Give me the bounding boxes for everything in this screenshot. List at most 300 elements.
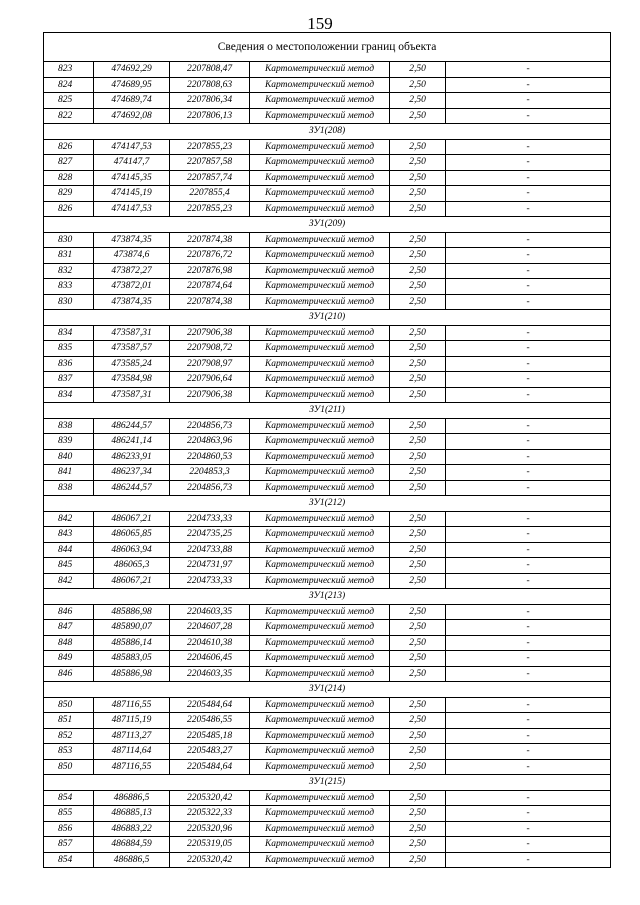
cell-coord-y: 2205320,42 (170, 790, 250, 806)
cell-coord-x: 485886,98 (94, 604, 170, 620)
table-row (44, 542, 611, 558)
cell-point-number: 834 (44, 325, 94, 341)
cell-description: - (446, 651, 611, 667)
cell-point-number: 854 (44, 852, 94, 868)
cell-coord-y: 2207808,63 (170, 77, 250, 93)
cell-description: - (446, 511, 611, 527)
cell-description: - (446, 139, 611, 155)
table-row (44, 620, 611, 636)
cell-accuracy: 2,50 (390, 263, 446, 279)
cell-coord-y: 2204853,3 (170, 465, 250, 481)
cell-coord-x: 473587,31 (94, 325, 170, 341)
cell-accuracy: 2,50 (390, 170, 446, 186)
cell-description: - (446, 279, 611, 295)
cell-method: Картометрический метод (250, 511, 390, 527)
cell-description: - (446, 325, 611, 341)
table-row (44, 635, 611, 651)
cell-coord-y: 2205320,42 (170, 852, 250, 868)
cell-coord-x: 486886,5 (94, 852, 170, 868)
cell-point-number: 828 (44, 170, 94, 186)
cell-method: Картометрический метод (250, 62, 390, 78)
table-row (44, 108, 611, 124)
table-row (44, 449, 611, 465)
cell-point-number: 832 (44, 263, 94, 279)
cell-coord-y: 2207855,4 (170, 186, 250, 202)
cell-method: Картометрический метод (250, 558, 390, 574)
table-row (44, 465, 611, 481)
page-number: 159 (307, 14, 333, 33)
cell-method: Картометрический метод (250, 108, 390, 124)
cell-coord-y: 2205486,55 (170, 713, 250, 729)
table-row (44, 232, 611, 248)
cell-accuracy: 2,50 (390, 620, 446, 636)
cell-coord-x: 486063,94 (94, 542, 170, 558)
cell-point-number: 826 (44, 139, 94, 155)
table-row (44, 837, 611, 853)
cell-description: - (446, 558, 611, 574)
cell-description: - (446, 806, 611, 822)
cell-coord-x: 486067,21 (94, 573, 170, 589)
table-row (44, 341, 611, 357)
cell-coord-y: 2207874,64 (170, 279, 250, 295)
cell-method: Картометрический метод (250, 325, 390, 341)
cell-accuracy: 2,50 (390, 837, 446, 853)
cell-method: Картометрический метод (250, 170, 390, 186)
cell-coord-y: 2204856,73 (170, 480, 250, 496)
cell-coord-y: 2207876,98 (170, 263, 250, 279)
cell-coord-y: 2204733,33 (170, 511, 250, 527)
cell-coord-y: 2204860,53 (170, 449, 250, 465)
cell-method: Картометрический метод (250, 155, 390, 171)
boundary-table-body (44, 33, 611, 868)
cell-accuracy: 2,50 (390, 604, 446, 620)
cell-description: - (446, 573, 611, 589)
cell-description: - (446, 527, 611, 543)
cell-method: Картометрический метод (250, 697, 390, 713)
cell-accuracy: 2,50 (390, 294, 446, 310)
cell-method: Картометрический метод (250, 186, 390, 202)
cell-accuracy: 2,50 (390, 232, 446, 248)
cell-coord-y: 2207908,97 (170, 356, 250, 372)
cell-description: - (446, 852, 611, 868)
cell-coord-x: 474689,74 (94, 93, 170, 109)
cell-method: Картометрический метод (250, 248, 390, 264)
cell-point-number: 850 (44, 697, 94, 713)
cell-method: Картометрический метод (250, 604, 390, 620)
cell-coord-y: 2205322,33 (170, 806, 250, 822)
cell-description: - (446, 186, 611, 202)
zone-header-row (44, 682, 611, 698)
table-row (44, 511, 611, 527)
cell-coord-x: 473587,31 (94, 387, 170, 403)
cell-method: Картометрический метод (250, 93, 390, 109)
cell-coord-y: 2204731,97 (170, 558, 250, 574)
cell-point-number: 848 (44, 635, 94, 651)
table-row (44, 77, 611, 93)
cell-description: - (446, 155, 611, 171)
cell-description: - (446, 697, 611, 713)
cell-coord-x: 473584,98 (94, 372, 170, 388)
cell-accuracy: 2,50 (390, 279, 446, 295)
cell-point-number: 836 (44, 356, 94, 372)
cell-description: - (446, 62, 611, 78)
cell-description: - (446, 372, 611, 388)
cell-method: Картометрический метод (250, 356, 390, 372)
cell-description: - (446, 294, 611, 310)
table-row (44, 186, 611, 202)
cell-accuracy: 2,50 (390, 527, 446, 543)
cell-point-number: 852 (44, 728, 94, 744)
cell-description: - (446, 821, 611, 837)
cell-point-number: 855 (44, 806, 94, 822)
cell-accuracy: 2,50 (390, 651, 446, 667)
cell-method: Картометрический метод (250, 465, 390, 481)
cell-point-number: 843 (44, 527, 94, 543)
cell-method: Картометрический метод (250, 744, 390, 760)
cell-point-number: 856 (44, 821, 94, 837)
cell-coord-x: 474692,29 (94, 62, 170, 78)
cell-coord-x: 486067,21 (94, 511, 170, 527)
cell-point-number: 825 (44, 93, 94, 109)
cell-method: Картометрический метод (250, 279, 390, 295)
zone-label: ЗУ1(215) (44, 775, 611, 791)
cell-method: Картометрический метод (250, 542, 390, 558)
cell-accuracy: 2,50 (390, 62, 446, 78)
cell-description: - (446, 232, 611, 248)
cell-method: Картометрический метод (250, 449, 390, 465)
cell-point-number: 830 (44, 232, 94, 248)
cell-point-number: 827 (44, 155, 94, 171)
cell-description: - (446, 604, 611, 620)
cell-coord-x: 474145,19 (94, 186, 170, 202)
cell-accuracy: 2,50 (390, 697, 446, 713)
table-row (44, 604, 611, 620)
table-row (44, 713, 611, 729)
table-row (44, 480, 611, 496)
table-row (44, 790, 611, 806)
cell-coord-x: 473874,6 (94, 248, 170, 264)
cell-point-number: 844 (44, 542, 94, 558)
cell-accuracy: 2,50 (390, 372, 446, 388)
table-row (44, 558, 611, 574)
zone-label: ЗУ1(212) (44, 496, 611, 512)
cell-coord-x: 486883,22 (94, 821, 170, 837)
cell-coord-x: 473587,57 (94, 341, 170, 357)
cell-point-number: 838 (44, 480, 94, 496)
cell-coord-y: 2207906,38 (170, 387, 250, 403)
cell-coord-y: 2204735,25 (170, 527, 250, 543)
zone-header-row (44, 589, 611, 605)
zone-label: ЗУ1(213) (44, 589, 611, 605)
cell-point-number: 841 (44, 465, 94, 481)
cell-method: Картометрический метод (250, 806, 390, 822)
cell-accuracy: 2,50 (390, 852, 446, 868)
cell-accuracy: 2,50 (390, 713, 446, 729)
table-title-row (44, 33, 611, 62)
cell-coord-y: 2207906,64 (170, 372, 250, 388)
table-row (44, 728, 611, 744)
cell-accuracy: 2,50 (390, 728, 446, 744)
boundary-table (43, 32, 611, 868)
cell-coord-x: 473874,35 (94, 294, 170, 310)
cell-accuracy: 2,50 (390, 790, 446, 806)
cell-coord-x: 485886,98 (94, 666, 170, 682)
cell-method: Картометрический метод (250, 728, 390, 744)
cell-point-number: 847 (44, 620, 94, 636)
cell-accuracy: 2,50 (390, 139, 446, 155)
zone-label: ЗУ1(208) (44, 124, 611, 140)
cell-point-number: 826 (44, 201, 94, 217)
cell-accuracy: 2,50 (390, 821, 446, 837)
cell-accuracy: 2,50 (390, 356, 446, 372)
cell-coord-y: 2205485,18 (170, 728, 250, 744)
cell-method: Картометрический метод (250, 635, 390, 651)
cell-coord-y: 2207906,38 (170, 325, 250, 341)
cell-point-number: 824 (44, 77, 94, 93)
cell-accuracy: 2,50 (390, 186, 446, 202)
table-row (44, 806, 611, 822)
cell-point-number: 846 (44, 604, 94, 620)
cell-accuracy: 2,50 (390, 108, 446, 124)
cell-method: Картометрический метод (250, 418, 390, 434)
cell-description: - (446, 201, 611, 217)
table-row (44, 744, 611, 760)
cell-coord-x: 485883,05 (94, 651, 170, 667)
cell-description: - (446, 480, 611, 496)
cell-method: Картометрический метод (250, 480, 390, 496)
table-row (44, 759, 611, 775)
cell-coord-y: 2207808,47 (170, 62, 250, 78)
cell-description: - (446, 248, 611, 264)
cell-coord-y: 2204863,96 (170, 434, 250, 450)
cell-point-number: 842 (44, 511, 94, 527)
table-row (44, 527, 611, 543)
cell-coord-x: 474147,7 (94, 155, 170, 171)
cell-accuracy: 2,50 (390, 93, 446, 109)
table-row (44, 201, 611, 217)
table-row (44, 294, 611, 310)
cell-point-number: 849 (44, 651, 94, 667)
cell-accuracy: 2,50 (390, 387, 446, 403)
cell-method: Картометрический метод (250, 294, 390, 310)
cell-method: Картометрический метод (250, 372, 390, 388)
cell-coord-x: 485886,14 (94, 635, 170, 651)
cell-description: - (446, 635, 611, 651)
cell-method: Картометрический метод (250, 759, 390, 775)
cell-accuracy: 2,50 (390, 341, 446, 357)
cell-point-number: 831 (44, 248, 94, 264)
cell-coord-x: 486237,34 (94, 465, 170, 481)
cell-coord-x: 474145,35 (94, 170, 170, 186)
cell-coord-y: 2204856,73 (170, 418, 250, 434)
cell-point-number: 845 (44, 558, 94, 574)
cell-coord-y: 2207874,38 (170, 232, 250, 248)
table-row (44, 155, 611, 171)
cell-coord-y: 2204606,45 (170, 651, 250, 667)
cell-accuracy: 2,50 (390, 759, 446, 775)
cell-description: - (446, 356, 611, 372)
cell-description: - (446, 434, 611, 450)
cell-point-number: 833 (44, 279, 94, 295)
cell-coord-x: 474147,53 (94, 139, 170, 155)
cell-coord-x: 487115,19 (94, 713, 170, 729)
cell-point-number: 850 (44, 759, 94, 775)
cell-accuracy: 2,50 (390, 558, 446, 574)
cell-point-number: 829 (44, 186, 94, 202)
cell-coord-y: 2207806,13 (170, 108, 250, 124)
cell-method: Картометрический метод (250, 201, 390, 217)
zone-header-row (44, 124, 611, 140)
table-row (44, 248, 611, 264)
cell-coord-x: 486065,85 (94, 527, 170, 543)
cell-description: - (446, 108, 611, 124)
cell-coord-x: 486065,3 (94, 558, 170, 574)
cell-accuracy: 2,50 (390, 480, 446, 496)
cell-description: - (446, 759, 611, 775)
zone-label: ЗУ1(214) (44, 682, 611, 698)
cell-point-number: 840 (44, 449, 94, 465)
cell-description: - (446, 387, 611, 403)
cell-description: - (446, 93, 611, 109)
cell-coord-x: 486244,57 (94, 480, 170, 496)
cell-method: Картометрический метод (250, 434, 390, 450)
cell-coord-y: 2205320,96 (170, 821, 250, 837)
cell-point-number: 834 (44, 387, 94, 403)
cell-method: Картометрический метод (250, 527, 390, 543)
cell-coord-y: 2207857,74 (170, 170, 250, 186)
cell-coord-y: 2205319,05 (170, 837, 250, 853)
cell-method: Картометрический метод (250, 651, 390, 667)
cell-method: Картометрический метод (250, 77, 390, 93)
table-row (44, 279, 611, 295)
cell-point-number: 846 (44, 666, 94, 682)
cell-method: Картометрический метод (250, 620, 390, 636)
cell-description: - (446, 837, 611, 853)
table-row (44, 263, 611, 279)
cell-description: - (446, 170, 611, 186)
cell-description: - (446, 713, 611, 729)
cell-coord-y: 2207855,23 (170, 139, 250, 155)
cell-description: - (446, 263, 611, 279)
cell-point-number: 854 (44, 790, 94, 806)
cell-point-number: 857 (44, 837, 94, 853)
cell-point-number: 823 (44, 62, 94, 78)
table-row (44, 697, 611, 713)
cell-accuracy: 2,50 (390, 806, 446, 822)
cell-method: Картометрический метод (250, 852, 390, 868)
table-row (44, 93, 611, 109)
cell-coord-y: 2207908,72 (170, 341, 250, 357)
cell-coord-y: 2205484,64 (170, 697, 250, 713)
cell-description: - (446, 790, 611, 806)
cell-accuracy: 2,50 (390, 449, 446, 465)
cell-coord-y: 2204733,33 (170, 573, 250, 589)
cell-accuracy: 2,50 (390, 77, 446, 93)
cell-description: - (446, 542, 611, 558)
cell-coord-x: 486886,5 (94, 790, 170, 806)
cell-coord-y: 2204607,28 (170, 620, 250, 636)
cell-description: - (446, 620, 611, 636)
cell-coord-x: 486244,57 (94, 418, 170, 434)
cell-coord-x: 487116,55 (94, 697, 170, 713)
table-row (44, 356, 611, 372)
cell-method: Картометрический метод (250, 341, 390, 357)
cell-coord-y: 2207857,58 (170, 155, 250, 171)
cell-description: - (446, 728, 611, 744)
table-row (44, 573, 611, 589)
cell-accuracy: 2,50 (390, 155, 446, 171)
cell-coord-x: 486233,91 (94, 449, 170, 465)
cell-coord-y: 2204603,35 (170, 666, 250, 682)
zone-label: ЗУ1(211) (44, 403, 611, 419)
cell-method: Картометрический метод (250, 790, 390, 806)
cell-method: Картометрический метод (250, 139, 390, 155)
cell-accuracy: 2,50 (390, 418, 446, 434)
cell-coord-x: 485890,07 (94, 620, 170, 636)
cell-coord-y: 2207874,38 (170, 294, 250, 310)
cell-coord-y: 2205483,27 (170, 744, 250, 760)
cell-coord-x: 473585,24 (94, 356, 170, 372)
cell-coord-x: 486241,14 (94, 434, 170, 450)
cell-accuracy: 2,50 (390, 666, 446, 682)
cell-method: Картометрический метод (250, 387, 390, 403)
cell-coord-y: 2204610,38 (170, 635, 250, 651)
cell-coord-x: 486884,59 (94, 837, 170, 853)
table-row (44, 418, 611, 434)
cell-accuracy: 2,50 (390, 511, 446, 527)
cell-point-number: 851 (44, 713, 94, 729)
cell-coord-y: 2207855,23 (170, 201, 250, 217)
cell-coord-x: 474689,95 (94, 77, 170, 93)
cell-point-number: 835 (44, 341, 94, 357)
zone-header-row (44, 496, 611, 512)
cell-coord-y: 2207806,34 (170, 93, 250, 109)
cell-description: - (446, 341, 611, 357)
cell-accuracy: 2,50 (390, 542, 446, 558)
table-row (44, 170, 611, 186)
zone-header-row (44, 310, 611, 326)
cell-point-number: 837 (44, 372, 94, 388)
cell-accuracy: 2,50 (390, 248, 446, 264)
cell-accuracy: 2,50 (390, 635, 446, 651)
cell-method: Картометрический метод (250, 837, 390, 853)
cell-coord-x: 487113,27 (94, 728, 170, 744)
zone-header-row (44, 403, 611, 419)
cell-point-number: 838 (44, 418, 94, 434)
cell-point-number: 830 (44, 294, 94, 310)
cell-description: - (446, 77, 611, 93)
table-row (44, 651, 611, 667)
table-row (44, 666, 611, 682)
table-row (44, 821, 611, 837)
cell-coord-x: 486885,13 (94, 806, 170, 822)
cell-coord-x: 474147,53 (94, 201, 170, 217)
cell-coord-x: 473872,27 (94, 263, 170, 279)
cell-method: Картометрический метод (250, 666, 390, 682)
zone-label: ЗУ1(210) (44, 310, 611, 326)
zone-header-row (44, 775, 611, 791)
cell-description: - (446, 449, 611, 465)
cell-description: - (446, 666, 611, 682)
cell-description: - (446, 744, 611, 760)
cell-coord-x: 474692,08 (94, 108, 170, 124)
cell-coord-x: 473874,35 (94, 232, 170, 248)
cell-point-number: 853 (44, 744, 94, 760)
cell-accuracy: 2,50 (390, 201, 446, 217)
table-row (44, 387, 611, 403)
cell-method: Картометрический метод (250, 573, 390, 589)
table-row (44, 852, 611, 868)
